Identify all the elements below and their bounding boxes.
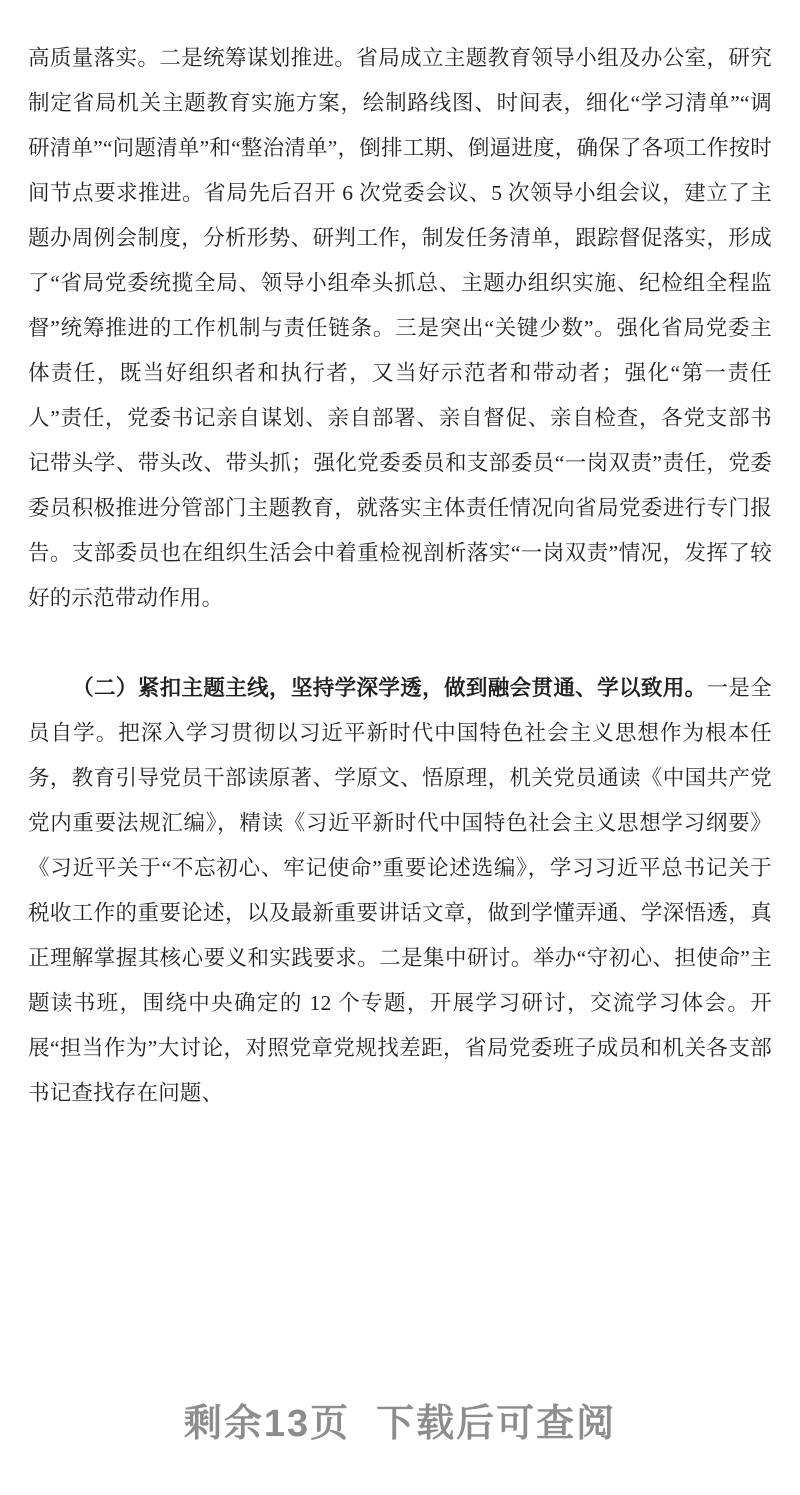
watermark-pages-remaining: 剩余13页 [183, 1403, 351, 1445]
document-body [28, 36, 772, 1116]
section-body-text: 一是全员自学。把深入学习贯彻以习近平新时代中国特色社会主义思想作为根本任务，教育引导党员干部读原著、学原文、悟原理，机关党员通读《中国共产党党内重要法规汇编》，精读《习近平新时代中国特色社会主义思想学习纲要》《习近平关于“不忘初心、牢记使命”重要论述选编》，学习习近平总书记关于税收工作的重要论述，以及最新重要讲话文章，做到学懂弄通、学深悟透，真正理解掌握其核心要义和实践要求。二是集中研讨。举办“守初心、担使命”主题读书班，围绕中央确定的 12 个专题，开展学习研讨，交流学习体会。开展“担当作为”大讨论，对照党章党规找差距，省局党委班子成员和机关各支部书记查找存在问题、 [28, 676, 772, 1105]
paragraph-continued: 高质量落实。二是统筹谋划推进。省局成立主题教育领导小组及办公室，研究制定省局机关主题教育实施方案，绘制路线图、时间表，细化“学习清单”“调研清单”“问题清单”和“整治清单”，倒排工期、倒逼进度，确保了各项工作按时间节点要求推进。省局先后召开 6 次党委会议、5 次领导小组会议，建立了主题办周例会制度，分析形势、研判工作，制发任务清单，跟踪督促落实，形成了“省局党委统揽全局、领导小组牵头抓总、主题办组织实施、纪检组全程监督”统筹推进的工作机制与责任链条。三是突出“关键少数”。强化省局党委主体责任，既当好组织者和执行者，又当好示范者和带动者；强化“第一责任人”责任，党委书记亲自谋划、亲自部署、亲自督促、亲自检查，各党支部书记带头学、带头改、带头抓；强化党委委员和支部委员“一岗双责”责任，党委委员积极推进分管部门主题教育，就落实主体责任情况向省局党委进行专门报告。支部委员也在组织生活会中着重检视剖析落实“一岗双责”情况，发挥了较好的示范带动作用。 [28, 46, 772, 610]
paragraph-section-two [28, 666, 772, 1116]
download-watermark [0, 1392, 800, 1447]
paragraph-spacer [28, 621, 772, 666]
section-heading-lead: （二）紧扣主题主线，坚持学深学透，做到融会贯通、学以致用。 [72, 676, 707, 700]
watermark-download-hint: 下载后可查阅 [376, 1403, 617, 1445]
